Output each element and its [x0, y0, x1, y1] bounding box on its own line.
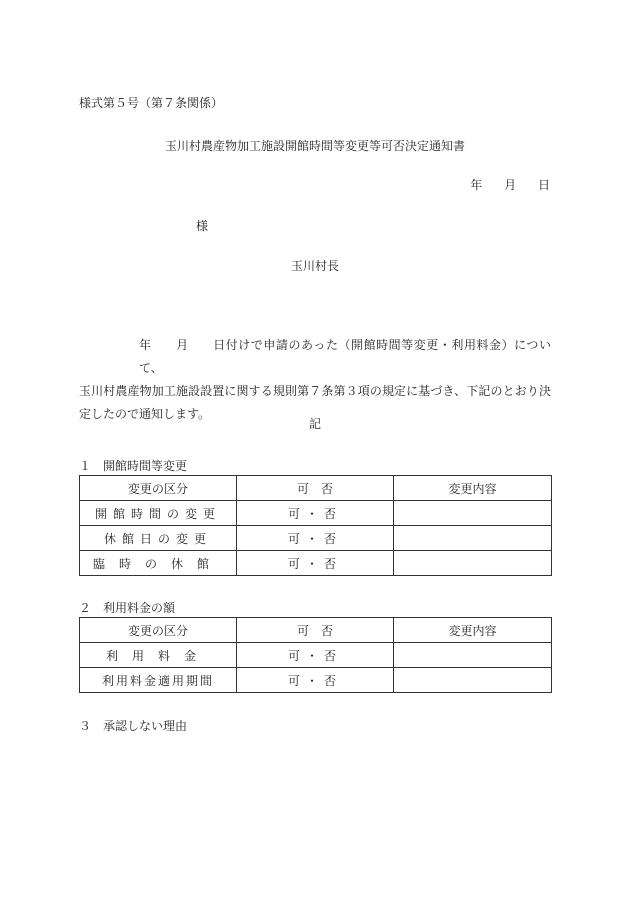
- table-row: [80, 501, 552, 526]
- row-content: [394, 501, 552, 526]
- row-approval: 可・否: [237, 668, 394, 693]
- document-title: 玉川村農産物加工施設開館時間等変更等可否決定通知書: [164, 139, 465, 153]
- body-month: 月: [175, 338, 189, 352]
- row-content: [394, 551, 552, 576]
- body-text-after-month: 日付けで申請のあった（開館時間等変更・利用料金）について、: [139, 338, 551, 375]
- date-day: 日: [537, 178, 550, 192]
- body-text-rest: 玉川村農産物加工施設設置に関する規則第７条第３項の規定に基づき、下記のとおり決定したので通知します。: [79, 384, 551, 421]
- body-paragraph: [79, 334, 551, 426]
- row-category: 臨時の休館: [80, 551, 237, 576]
- row-category: 利用料金: [80, 643, 237, 668]
- row-category: 開館時間の変更: [80, 501, 237, 526]
- section2-table: [79, 617, 552, 693]
- row-content: [394, 643, 552, 668]
- header-approval: 可 否: [237, 618, 394, 643]
- header-category: 変更の区分: [80, 618, 237, 643]
- form-number: 様式第５号（第７条関係）: [79, 96, 224, 110]
- table-row: [80, 526, 552, 551]
- header-content: 変更内容: [394, 476, 552, 501]
- section2-heading: ２ 利用料金の額: [79, 601, 176, 615]
- row-approval: 可・否: [237, 551, 394, 576]
- date-line: [452, 177, 550, 193]
- table-header-row: [80, 618, 552, 643]
- table-row: [80, 643, 552, 668]
- row-content: [394, 526, 552, 551]
- date-year: 年: [470, 178, 483, 192]
- body-year: 年: [139, 338, 152, 352]
- section1-heading: １ 開館時間等変更: [79, 459, 188, 473]
- row-approval: 可・否: [237, 526, 394, 551]
- header-approval: 可 否: [237, 476, 394, 501]
- row-approval: 可・否: [237, 643, 394, 668]
- header-content: 変更内容: [394, 618, 552, 643]
- row-category: 休館日の変更: [80, 526, 237, 551]
- row-category: 利用料金適用期間: [80, 668, 237, 693]
- ki-heading: 記: [308, 417, 321, 431]
- addressee-suffix: 様: [196, 219, 209, 233]
- section1-table: [79, 475, 552, 576]
- date-month: 月: [504, 178, 517, 192]
- table-row: [80, 551, 552, 576]
- header-category: 変更の区分: [80, 476, 237, 501]
- table-header-row: [80, 476, 552, 501]
- body-first-line: [79, 334, 551, 380]
- issuer: 玉川村長: [290, 259, 339, 273]
- table-row: [80, 668, 552, 693]
- section3-heading: ３ 承認しない理由: [79, 719, 188, 733]
- row-content: [394, 668, 552, 693]
- row-approval: 可・否: [237, 501, 394, 526]
